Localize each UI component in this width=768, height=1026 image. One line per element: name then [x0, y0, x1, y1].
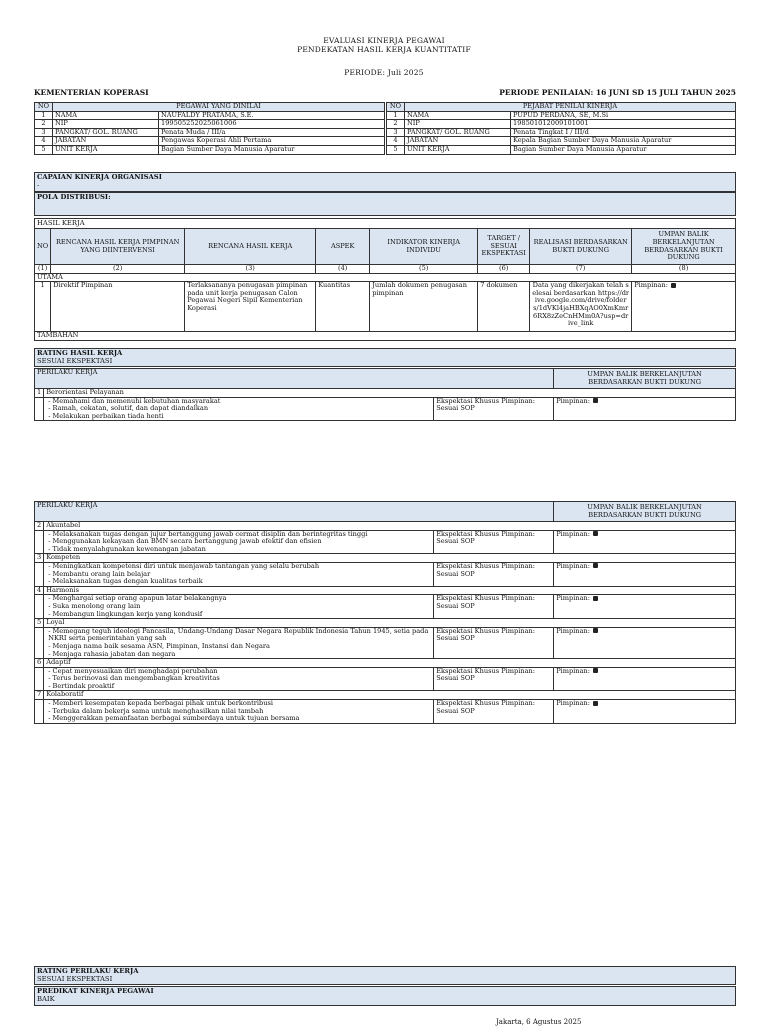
- pejabat-field-value: PUPUD PERDANA, SE, M.Si: [511, 111, 736, 120]
- perilaku-title-row: [35, 389, 736, 398]
- perilaku-item: - Memberi kesempatan kepada berbagai pihak untuk berkontribusi: [48, 700, 431, 708]
- ministry-name: KEMENTERIAN KOPERASI: [34, 88, 149, 97]
- doc-subtitle: PENDEKATAN HASIL KERJA KUANTITATIF: [297, 45, 471, 54]
- pegawai-field-value: Pengawas Koperasi Ahli Pertama: [159, 137, 385, 146]
- umpan-header-cell-1: [554, 369, 736, 389]
- perilaku-items: [46, 398, 431, 421]
- perilaku-item: - Tidak menyalahgunakan kewenangan jabatan: [48, 546, 431, 554]
- rating-pk-value: SESUAI EKSPEKTASI: [37, 975, 113, 983]
- perilaku-no: 1: [35, 389, 44, 398]
- pegawai-field-label: PANGKAT/ GOL. RUANG: [53, 128, 159, 137]
- perilaku-table-1: [34, 368, 736, 421]
- assessment-period: PERIODE PENILAIAN: 16 JUNI SD 15 JULI TAHUN 2025: [499, 88, 736, 97]
- pegawai-no: 2: [35, 120, 53, 129]
- pejabat-no: 4: [387, 137, 405, 146]
- pimpinan-cell: [554, 562, 736, 586]
- hk-header-cell: RENCANA HASIL KERJA PIMPINAN YANG DIINTERVENSI: [51, 229, 185, 265]
- perilaku-item: - Memahami dan memenuhi kebutuhan masyarakat: [48, 398, 431, 406]
- perilaku-no: 3: [35, 554, 44, 563]
- perilaku-item: - Melaksanakan tugas dengan jujur bertanggung jawab cermat disiplin dan berintegritas tinggi: [48, 531, 431, 539]
- capaian-section: [34, 172, 736, 192]
- ekspektasi-value: Sesuai SOP: [436, 601, 475, 610]
- perilaku-spacer: [35, 700, 44, 724]
- perilaku-item: - Melakukan perbaikan tiada henti: [48, 413, 431, 421]
- perilaku-item: - Cepat menyesuaikan diri menghadapi perubahan: [48, 668, 431, 676]
- perilaku-item: - Terbuka dalam bekerja sama untuk menghasilkan nilai tambah: [48, 708, 431, 716]
- pegawai-table: [34, 102, 385, 155]
- perilaku-item: - Menggunakan kekayaan dan BMN secara bertanggung jawab efektif dan efisien: [48, 538, 431, 546]
- ekspektasi-label: Ekspektasi Khusus Pimpinan:: [436, 561, 535, 570]
- pegawai-field-value: Penata Muda / III/a: [159, 128, 385, 137]
- perilaku-detail-row: [35, 595, 736, 619]
- perilaku-item: - Suka menolong orang lain: [48, 603, 431, 611]
- pejabat-row: [387, 120, 736, 129]
- hk-number-cell: (4): [316, 265, 370, 274]
- perilaku-no: 7: [35, 691, 44, 700]
- hand-icon: [593, 563, 598, 568]
- perilaku-items-cell: [44, 700, 434, 724]
- perilaku-items-cell: [44, 562, 434, 586]
- rating-perilaku-kerja: [34, 966, 736, 985]
- umpan-header-line2: BERDASARKAN BUKTI DUKUNG: [588, 377, 701, 386]
- umpan-header-line1: UMPAN BALIK BERKELANJUTAN: [587, 502, 702, 511]
- pejabat-row: [387, 145, 736, 154]
- pegawai-no-header: NO: [35, 103, 53, 112]
- pimpinan-cell: [554, 530, 736, 554]
- perilaku-items: [46, 531, 431, 554]
- pimpinan-cell: [554, 627, 736, 658]
- hk-header-cell: NO: [35, 229, 51, 265]
- perilaku-items-cell: [44, 530, 434, 554]
- umpan-header-line2: BERDASARKAN BUKTI DUKUNG: [588, 510, 701, 519]
- perilaku-name: Loyal: [44, 619, 736, 628]
- pegawai-field-label: UNIT KERJA: [53, 145, 159, 154]
- pegawai-field-value: NAUFALDY PRATAMA, S.E.: [159, 111, 385, 120]
- pimpinan-label: Pimpinan:: [556, 699, 590, 708]
- capaian-value: -: [37, 181, 40, 189]
- pejabat-header: PEJABAT PENILAI KINERJA: [405, 103, 736, 112]
- perilaku-header-2: PERILAKU KERJA: [35, 502, 554, 522]
- pegawai-row: [35, 145, 385, 154]
- perilaku-item: - Membangun lingkungan kerja yang kondusif: [48, 611, 431, 619]
- perilaku-item: - Meningkatkan kompetensi diri untuk menjawab tantangan yang selalu berubah: [48, 563, 431, 571]
- predikat-kinerja: [34, 986, 736, 1006]
- pejabat-field-label: UNIT KERJA: [405, 145, 511, 154]
- hasil-kerja-label: HASIL KERJA: [37, 219, 85, 227]
- pegawai-field-label: JABATAN: [53, 137, 159, 146]
- hk-rencana: Terlaksananya penugasan pimpinan pada unit kerja penugasan Calon Pegawai Negeri Sipil Kementerian Koperasi: [185, 282, 316, 332]
- perilaku-title-row: [35, 522, 736, 531]
- hand-icon: [593, 628, 598, 633]
- utama-label: UTAMA: [35, 273, 736, 282]
- hk-header-cell: INDIKATOR KINERJA INDIVIDU: [370, 229, 478, 265]
- perilaku-item: - Bertindak proaktif: [48, 683, 431, 691]
- ekspektasi-value: Sesuai SOP: [436, 674, 475, 683]
- perilaku-detail-row: [35, 562, 736, 586]
- hand-icon: [593, 531, 598, 536]
- perilaku-items: [46, 668, 431, 691]
- ekspektasi-label: Ekspektasi Khusus Pimpinan:: [436, 594, 535, 603]
- perilaku-items-cell: [44, 397, 434, 421]
- pejabat-no: 1: [387, 111, 405, 120]
- pejabat-field-label: NIP: [405, 120, 511, 129]
- perilaku-spacer: [35, 667, 44, 691]
- perilaku-items-cell: [44, 667, 434, 691]
- pejabat-field-label: NAMA: [405, 111, 511, 120]
- ekspektasi-value: Sesuai SOP: [436, 537, 475, 546]
- perilaku-spacer: [35, 530, 44, 554]
- ekspektasi-cell: [434, 397, 554, 421]
- pegawai-field-value: 199505252025061006: [159, 120, 385, 129]
- perilaku-name: Berorientasi Pelayanan: [44, 389, 736, 398]
- ekspektasi-label: Ekspektasi Khusus Pimpinan:: [436, 529, 535, 538]
- perilaku-item: - Terus berinovasi dan mengembangkan kreativitas: [48, 675, 431, 683]
- ekspektasi-value: Sesuai SOP: [436, 404, 475, 413]
- pejabat-no: 2: [387, 120, 405, 129]
- hk-rencana-pimpinan: Direktif Pimpinan: [51, 282, 185, 332]
- pimpinan-cell: [554, 397, 736, 421]
- hk-header-cell: TARGET / SESUAI EKSPEKTASI: [478, 229, 530, 265]
- perilaku-detail-row: [35, 700, 736, 724]
- pimpinan-cell: [554, 667, 736, 691]
- perilaku-detail-row: [35, 627, 736, 658]
- perilaku-name: Harmonis: [44, 586, 736, 595]
- pimpinan-cell: [554, 700, 736, 724]
- pimpinan-label: Pimpinan:: [556, 594, 590, 603]
- ekspektasi-cell: [434, 627, 554, 658]
- hasil-kerja-table: [34, 228, 736, 341]
- hk-target: 7 dokumen: [478, 282, 530, 332]
- hk-header-cell: RENCANA HASIL KERJA: [185, 229, 316, 265]
- ekspektasi-label: Ekspektasi Khusus Pimpinan:: [436, 626, 535, 635]
- hand-icon: [593, 398, 598, 403]
- hk-umpan: Pimpinan:: [634, 281, 668, 290]
- predikat-label: PREDIKAT KINERJA PEGAWAI: [37, 987, 154, 995]
- pimpinan-label: Pimpinan:: [556, 626, 590, 635]
- hk-realisasi: Data yang dikerjakan telah selesai berdasarkan https://drive.google.com/drive/folders/1dVKl4jaHBXqAO0XmKmr6RX8zZeCnHMm0A?usp=drive_link: [530, 282, 632, 332]
- perilaku-name: Kolaboratif: [44, 691, 736, 700]
- perilaku-name: Adaptif: [44, 659, 736, 668]
- pegawai-no: 1: [35, 111, 53, 120]
- ekspektasi-cell: [434, 667, 554, 691]
- hasil-kerja-label-row: [34, 218, 736, 228]
- hand-icon: [593, 668, 598, 673]
- ekspektasi-cell: [434, 700, 554, 724]
- perilaku-title-row: [35, 659, 736, 668]
- ekspektasi-cell: [434, 530, 554, 554]
- hk-header-cell: UMPAN BALIK BERKELANJUTAN BERDASARKAN BUKTI DUKUNG: [632, 229, 736, 265]
- hand-icon: [593, 701, 598, 706]
- perilaku-header-1: PERILAKU KERJA: [35, 369, 554, 389]
- pejabat-field-value: Kepala Bagian Sumber Daya Manusia Aparatur: [511, 137, 736, 146]
- hk-indikator: Jumlah dokumen penugasan pimpinan: [370, 282, 478, 332]
- rating-hk-value: SESUAI EKSPEKTASI: [37, 357, 113, 365]
- pejabat-field-label: PANGKAT/ GOL. RUANG: [405, 128, 511, 137]
- perilaku-item: - Menghargai setiap orang apapun latar belakangnya: [48, 595, 431, 603]
- perilaku-item: - Ramah, cekatan, solutif, dan dapat diandalkan: [48, 405, 431, 413]
- perilaku-no: 6: [35, 659, 44, 668]
- perilaku-items: [46, 563, 431, 586]
- pejabat-field-value: Bagian Sumber Daya Manusia Aparatur: [511, 145, 736, 154]
- perilaku-detail-row: [35, 667, 736, 691]
- perilaku-items-cell: [44, 627, 434, 658]
- pegawai-field-label: NIP: [53, 120, 159, 129]
- ekspektasi-value: Sesuai SOP: [436, 634, 475, 643]
- hk-umpan-cell: [632, 282, 736, 332]
- pola-section: [34, 192, 736, 216]
- predikat-value: BAIK: [37, 995, 55, 1003]
- perilaku-item: - Menggerakkan pemanfaatan berbagai sumberdaya untuk tujuan bersama: [48, 715, 431, 723]
- perilaku-table-2: [34, 501, 736, 724]
- pejabat-no: 3: [387, 128, 405, 137]
- pegawai-field-value: Bagian Sumber Daya Manusia Aparatur: [159, 145, 385, 154]
- hk-header-cell: ASPEK: [316, 229, 370, 265]
- hk-number-cell: (2): [51, 265, 185, 274]
- perilaku-no: 2: [35, 522, 44, 531]
- perilaku-item: - Menjaga rahasia jabatan dan negara: [48, 651, 431, 659]
- pimpinan-label: Pimpinan:: [556, 529, 590, 538]
- ekspektasi-label: Ekspektasi Khusus Pimpinan:: [436, 666, 535, 675]
- tambahan-label: TAMBAHAN: [35, 332, 736, 341]
- pejabat-table: [386, 102, 736, 155]
- ekspektasi-value: Sesuai SOP: [436, 569, 475, 578]
- pimpinan-label: Pimpinan:: [556, 396, 590, 405]
- pegawai-header: PEGAWAI YANG DINILAI: [53, 103, 385, 112]
- pegawai-row: [35, 120, 385, 129]
- pejabat-field-value: 198501012009101001: [511, 120, 736, 129]
- hasil-kerja-row: [35, 282, 736, 332]
- capaian-label: CAPAIAN KINERJA ORGANISASI: [37, 173, 162, 181]
- perilaku-detail-row: [35, 397, 736, 421]
- pegawai-no: 5: [35, 145, 53, 154]
- signature-place: Jakarta, 6 Agustus 2025: [496, 1018, 582, 1026]
- hk-number-cell: (8): [632, 265, 736, 274]
- pimpinan-label: Pimpinan:: [556, 561, 590, 570]
- ekspektasi-label: Ekspektasi Khusus Pimpinan:: [436, 699, 535, 708]
- hk-aspek: Kuantitas: [316, 282, 370, 332]
- perilaku-no: 4: [35, 586, 44, 595]
- hk-number-cell: (7): [530, 265, 632, 274]
- pimpinan-label: Pimpinan:: [556, 666, 590, 675]
- perilaku-items-cell: [44, 595, 434, 619]
- pejabat-field-label: JABATAN: [405, 137, 511, 146]
- ekspektasi-cell: [434, 595, 554, 619]
- hk-number-cell: (1): [35, 265, 51, 274]
- umpan-header-line1: UMPAN BALIK BERKELANJUTAN: [587, 369, 702, 378]
- hand-icon: [593, 596, 598, 601]
- perilaku-item: - Membantu orang lain belajar: [48, 571, 431, 579]
- hk-number-cell: (6): [478, 265, 530, 274]
- pejabat-no: 5: [387, 145, 405, 154]
- perilaku-item: - Menjaga nama baik sesama ASN, Pimpinan, Instansi dan Negara: [48, 643, 431, 651]
- ekspektasi-cell: [434, 562, 554, 586]
- perilaku-spacer: [35, 397, 44, 421]
- pejabat-no-header: NO: [387, 103, 405, 112]
- ekspektasi-label: Ekspektasi Khusus Pimpinan:: [436, 396, 535, 405]
- perilaku-items: [46, 700, 431, 723]
- perilaku-name: Kompeten: [44, 554, 736, 563]
- perilaku-spacer: [35, 562, 44, 586]
- doc-period: PERIODE: Juli 2025: [344, 68, 424, 77]
- perilaku-spacer: [35, 627, 44, 658]
- hk-no: 1: [35, 282, 51, 332]
- perilaku-detail-row: [35, 530, 736, 554]
- pola-label: POLA DISTRIBUSI:: [37, 193, 111, 201]
- pegawai-field-label: NAMA: [53, 111, 159, 120]
- hk-header-cell: REALISASI BERDASARKAN BUKTI DUKUNG: [530, 229, 632, 265]
- perilaku-item: - Melaksanakan tugas dengan kualitas terbaik: [48, 578, 431, 586]
- pegawai-no: 3: [35, 128, 53, 137]
- perilaku-item: - Memegang teguh ideologi Pancasila, Undang-Undang Dasar Negara Republik Indonesia Tahun 1945, setia pada NKRI serta pemerintahan yang sah: [48, 628, 431, 643]
- ekspektasi-value: Sesuai SOP: [436, 706, 475, 715]
- perilaku-name: Akuntabel: [44, 522, 736, 531]
- pimpinan-cell: [554, 595, 736, 619]
- hk-number-cell: (5): [370, 265, 478, 274]
- pegawai-no: 4: [35, 137, 53, 146]
- hk-number-cell: (3): [185, 265, 316, 274]
- rating-hasil-kerja: [34, 348, 736, 367]
- pejabat-field-value: Penata Tingkat I / III/d: [511, 128, 736, 137]
- perilaku-items: [46, 595, 431, 618]
- rating-hk-label: RATING HASIL KERJA: [37, 349, 123, 357]
- hand-icon: [671, 283, 676, 288]
- perilaku-no: 5: [35, 619, 44, 628]
- perilaku-title-row: [35, 619, 736, 628]
- rating-pk-label: RATING PERILAKU KERJA: [37, 967, 139, 975]
- perilaku-items: [46, 628, 431, 658]
- perilaku-spacer: [35, 595, 44, 619]
- doc-title: EVALUASI KINERJA PEGAWAI: [323, 36, 445, 45]
- umpan-header-cell-2: [554, 502, 736, 522]
